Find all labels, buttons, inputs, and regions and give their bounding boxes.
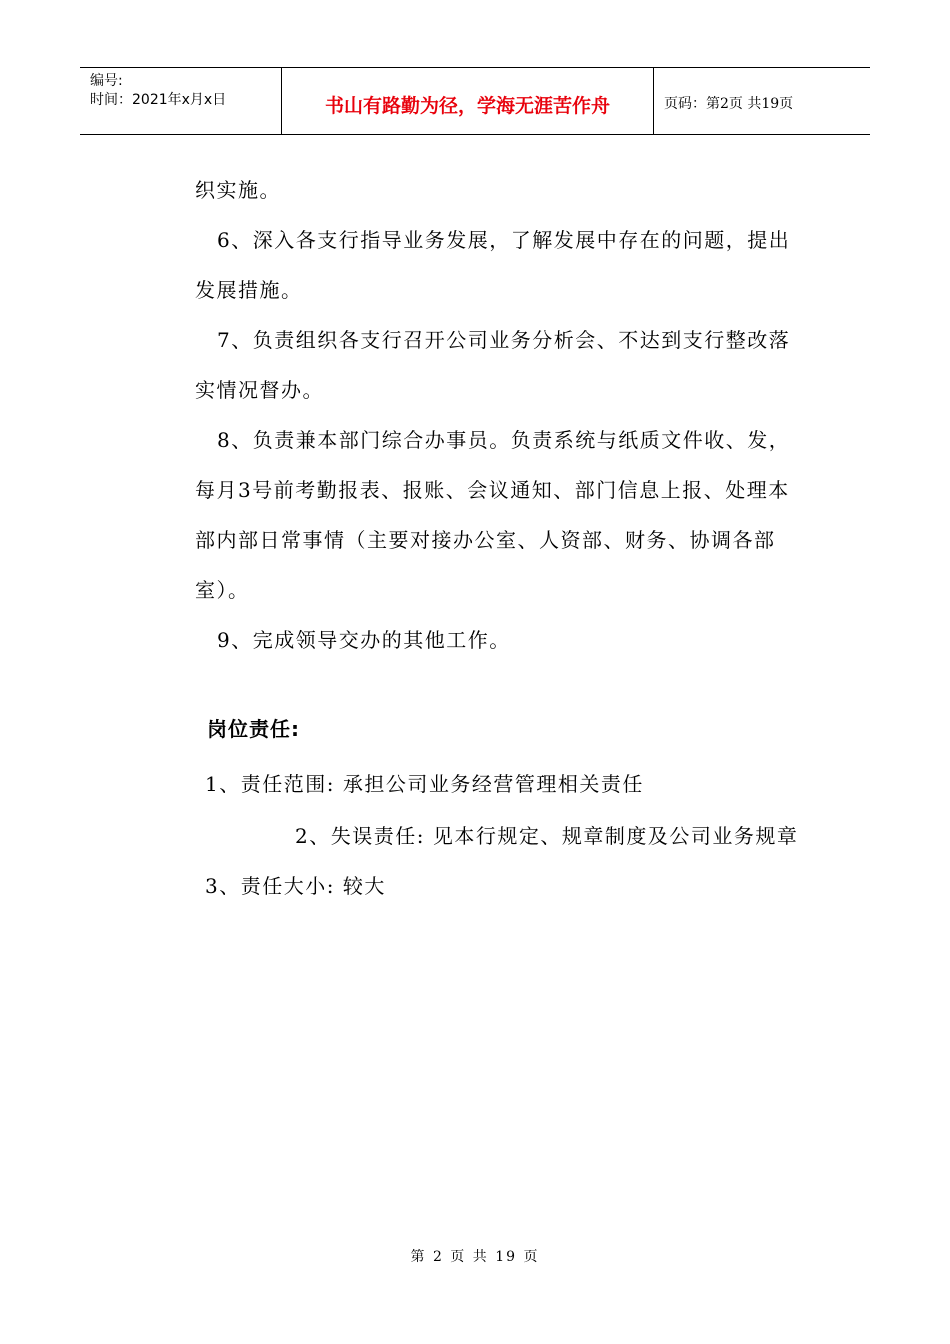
header-meta-cell <box>80 68 282 134</box>
document-number-label: 编号: <box>90 73 123 89</box>
document-body <box>195 165 825 665</box>
section-title-responsibility: 岗位责任: <box>207 717 300 741</box>
paragraph-line: 每月3号前考勤报表、报账、会议通知、部门信息上报、处理本 <box>195 478 790 502</box>
document-time-label: 时间：2021年x月x日 <box>90 92 227 108</box>
paragraph-line: 8、负责兼本部门综合办事员。负责系统与纸质文件收、发， <box>217 428 791 452</box>
paragraph-line: 6、深入各支行指导业务发展，了解发展中存在的问题，提出 <box>217 228 791 252</box>
responsibility-item: 2、失误责任: 见本行规定、规章制度及公司业务规章 <box>295 824 799 848</box>
paragraph-line: 实情况督办。 <box>195 378 324 402</box>
paragraph-line: 织实施。 <box>195 178 281 202</box>
page-footer: 第 2 页 共 19 页 <box>410 1249 540 1265</box>
responsibility-item: 1、责任范围: 承担公司业务经营管理相关责任 <box>205 772 644 796</box>
page-header <box>80 67 870 135</box>
paragraph-line: 部内部日常事情（主要对接办公室、人资部、财务、协调各部 <box>195 528 776 552</box>
paragraph-line: 发展措施。 <box>195 278 303 302</box>
paragraph-line: 9、完成领导交办的其他工作。 <box>217 628 511 652</box>
paragraph-line: 室）。 <box>195 578 250 602</box>
responsibility-item: 3、责任大小: 较大 <box>205 874 386 898</box>
paragraph-line: 7、负责组织各支行召开公司业务分析会、不达到支行整改落 <box>217 328 791 352</box>
header-motto: 书山有路勤为径，学海无涯苦作舟 <box>282 68 654 134</box>
header-page-info: 页码：第2页 共19页 <box>664 96 794 112</box>
